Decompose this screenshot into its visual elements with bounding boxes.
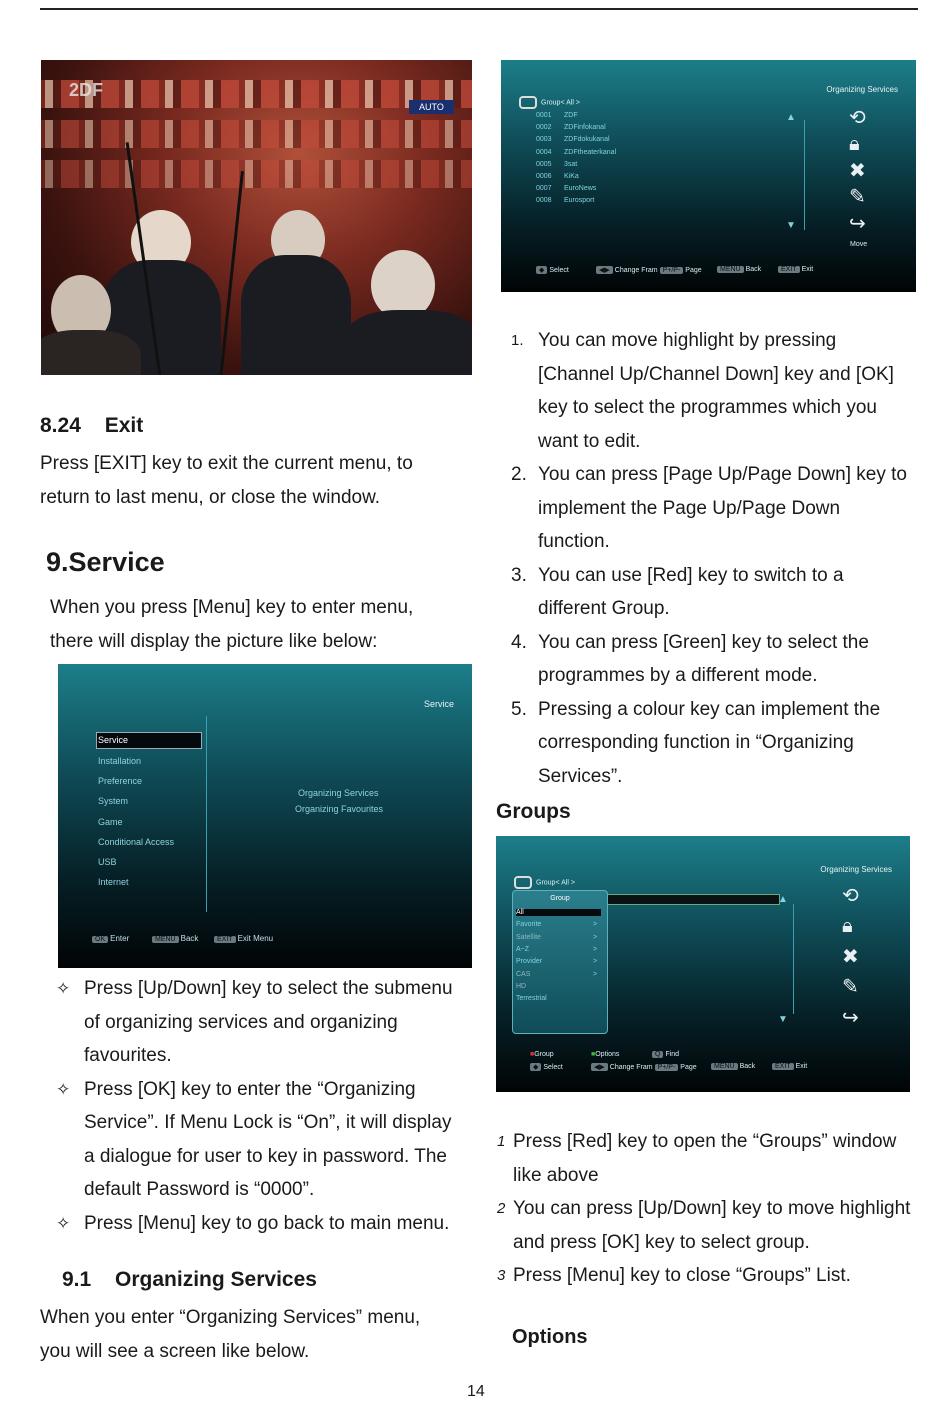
menu-item[interactable]: System: [98, 796, 129, 806]
organizing-steps: [496, 324, 912, 793]
footer-hint: ◆ Select: [530, 1063, 563, 1071]
exit-paragraph: Press [EXIT] key to exit the current menu, to return to last menu, or close the window.: [40, 453, 413, 508]
footer-hint: MENU Back: [717, 266, 761, 273]
page-number: 14: [467, 1383, 485, 1400]
footer-hint: ◀▶ Change Fram P+/P- Page: [591, 1063, 697, 1071]
bullet-item: ✧ Press [Up/Down] key to select the submenu of organizing services and organizing favourites.: [42, 972, 466, 1073]
group-item[interactable]: Terrestrial: [516, 995, 547, 1003]
group-item[interactable]: CAS: [516, 970, 531, 978]
popup-title: Group: [550, 895, 570, 902]
menu-item[interactable]: Conditional Access: [98, 837, 175, 847]
service-bullets: [42, 972, 466, 1240]
group-item[interactable]: All: [516, 909, 601, 916]
menu-item[interactable]: Service: [98, 735, 129, 745]
footer-hint: ■Options: [591, 1051, 620, 1058]
menu-item[interactable]: Installation: [98, 756, 142, 766]
chevron-right-icon: >: [593, 970, 598, 978]
organizing-services-screen: Organizing Services Group< All > ▲ ▼ 0001 ZDF 0002 ZDFinfokanal 0003 ZDFdokukanal 0004 ZDFtheaterkanal 0005 3sat 0006 KiKa 0007 EuroNews 0008 Eurosport ⟲ 🔒︎ ✖ ✎ ↪ Move ◆ Select ◀▶ Change Fram P+/P- Page MENU Back EXIT Exit: [501, 60, 916, 292]
footer-hint: EXIT Exit: [778, 266, 813, 273]
channel-number[interactable]: 0002: [536, 124, 552, 132]
delete-icon: ✖: [849, 160, 866, 182]
section-9-1-heading: [62, 1268, 317, 1292]
chevron-right-icon: >: [593, 945, 598, 953]
channel-number[interactable]: 0008: [536, 197, 552, 205]
channel-name[interactable]: EuroNews: [564, 185, 597, 193]
groups-screen: Organizing Services Group< All > ▲ ▼ Group All Favorite > Satellite > A~Z > Provider > CAS > HD Terrestrial ⟲ 🔒︎ ✖ ✎ ↪ ■Group ■Options Q Find ◆ Select ◀▶ Change Fram P+/P- Page MENU Back EXIT Exit: [496, 836, 910, 1092]
channel-name[interactable]: 3sat: [564, 160, 578, 168]
move-icon: ↪: [842, 1007, 859, 1029]
sparkle-icon: ✧: [56, 979, 71, 998]
channel-number[interactable]: 0005: [536, 160, 552, 168]
step-item: 2. You can press [Page Up/Page Down] key to implement the Page Up/Page Down function.: [511, 464, 907, 552]
refresh-icon: ⟲: [849, 107, 866, 129]
auto-badge: AUTO: [409, 100, 454, 114]
step-item: 3. You can use [Red] key to switch to a different Group.: [511, 564, 844, 619]
service-paragraph: When you press [Menu] key to enter menu, there will display the picture like below:: [50, 597, 414, 652]
channel-name[interactable]: KiKa: [564, 173, 579, 180]
screen-title: Organizing Services: [820, 865, 892, 874]
footer-hint: EXIT Exit Menu: [214, 934, 273, 943]
section-title: Exit: [104, 414, 144, 437]
step-item: 1 Press [Red] key to open the “Groups” window like above: [497, 1131, 897, 1186]
section-number: 9.: [46, 547, 69, 577]
delete-icon: ✖: [842, 946, 859, 968]
section-title: Organizing Services: [115, 1268, 317, 1291]
sparkle-icon: ✧: [56, 1213, 71, 1233]
channel-name[interactable]: ZDFinfokanal: [564, 124, 606, 132]
step-item: 2 You can press [Up/Down] key to move highlight and press [OK] key to select group.: [497, 1198, 911, 1253]
footer-hint: ■Group: [530, 1051, 554, 1058]
section-number: 9.1: [62, 1268, 92, 1291]
bullet-item: ✧ Press [Menu] key to go back to main menu.: [42, 1207, 466, 1241]
edit-icon: ✎: [842, 976, 859, 998]
channel-name[interactable]: ZDF: [564, 112, 578, 119]
menu-item[interactable]: USB: [98, 857, 117, 867]
footer-hint: OK Enter: [92, 934, 129, 943]
section-8-24-heading: [40, 414, 143, 438]
group-item[interactable]: Provider: [516, 958, 543, 966]
refresh-icon: ⟲: [842, 885, 859, 907]
step-item: 3 Press [Menu] key to close “Groups” List.: [497, 1265, 851, 1286]
screen-title: Service: [423, 699, 454, 709]
menu-item[interactable]: Game: [98, 817, 123, 827]
section-9-heading: [46, 547, 165, 578]
footer-hint: EXIT Exit: [772, 1063, 807, 1070]
footer-hint: Q Find: [652, 1051, 679, 1058]
step-item: 5. Pressing a colour key can implement the corresponding function in “Organizing Services”.: [511, 698, 881, 787]
top-rule: [40, 8, 918, 10]
channel-name[interactable]: ZDFdokukanal: [564, 136, 610, 144]
section-number: 8.24: [40, 414, 81, 437]
edit-icon: ✎: [849, 186, 866, 208]
options-heading: Options: [512, 1326, 588, 1348]
channel-number[interactable]: 0003: [536, 136, 552, 144]
groups-steps: [478, 1125, 912, 1293]
chevron-right-icon: >: [593, 933, 598, 941]
step-item: 1. You can move highlight by pressing [Channel Up/Channel Down] key and [OK] key to select the programmes which you want to edit.: [511, 330, 894, 452]
screen-title: Organizing Services: [826, 85, 898, 94]
group-item[interactable]: A~Z: [516, 945, 530, 953]
service-menu-screen: [58, 664, 472, 968]
channel-number[interactable]: 0007: [536, 185, 552, 193]
group-label: Group< All >: [514, 876, 575, 889]
group-label: Group< All >: [519, 96, 580, 109]
footer-hint: ◆ Select: [536, 266, 569, 274]
group-item[interactable]: Favorite: [516, 921, 542, 929]
move-label: Move: [850, 241, 868, 248]
step-item: 4. You can press [Green] key to select the programmes by a different mode.: [511, 631, 869, 686]
menu-item[interactable]: Internet: [98, 877, 129, 887]
channel-number[interactable]: 0004: [536, 148, 552, 156]
menu-item[interactable]: Preference: [98, 776, 143, 786]
channel-logo: 2DF: [69, 80, 104, 100]
group-item[interactable]: Satellite: [516, 933, 541, 941]
footer-hint: ◀▶ Change Fram P+/P- Page: [596, 266, 702, 274]
lock-icon: 🔒︎: [842, 915, 853, 937]
channel-number[interactable]: 0006: [536, 173, 552, 180]
submenu-item[interactable]: Organizing Services: [298, 788, 379, 798]
lock-icon: 🔒︎: [849, 133, 860, 155]
submenu-item[interactable]: Organizing Favourites: [295, 804, 384, 814]
chevron-right-icon: >: [593, 921, 598, 929]
groups-heading: Groups: [496, 800, 571, 823]
organizing-paragraph: When you enter “Organizing Services” menu, you will see a screen like below.: [40, 1307, 421, 1362]
footer-hint: MENU Back: [711, 1063, 755, 1070]
footer-hint: MENU Back: [152, 934, 198, 943]
move-icon: ↪: [849, 213, 866, 235]
chevron-right-icon: >: [593, 958, 598, 966]
channel-name[interactable]: Eurosport: [564, 197, 595, 205]
group-popup: [512, 890, 608, 1034]
sparkle-icon: ✧: [56, 1079, 71, 1099]
tv-photo: [41, 60, 472, 375]
group-item[interactable]: HD: [516, 982, 527, 990]
bullet-item: ✧ Press [OK] key to enter the “Organizing Service”. If Menu Lock is “On”, it will display a dialogue for user to key in password. The default Password is “0000”.: [42, 1073, 466, 1207]
channel-name[interactable]: ZDFtheaterkanal: [564, 148, 617, 156]
section-title: Service: [68, 547, 165, 577]
channel-number[interactable]: 0001: [536, 112, 552, 119]
